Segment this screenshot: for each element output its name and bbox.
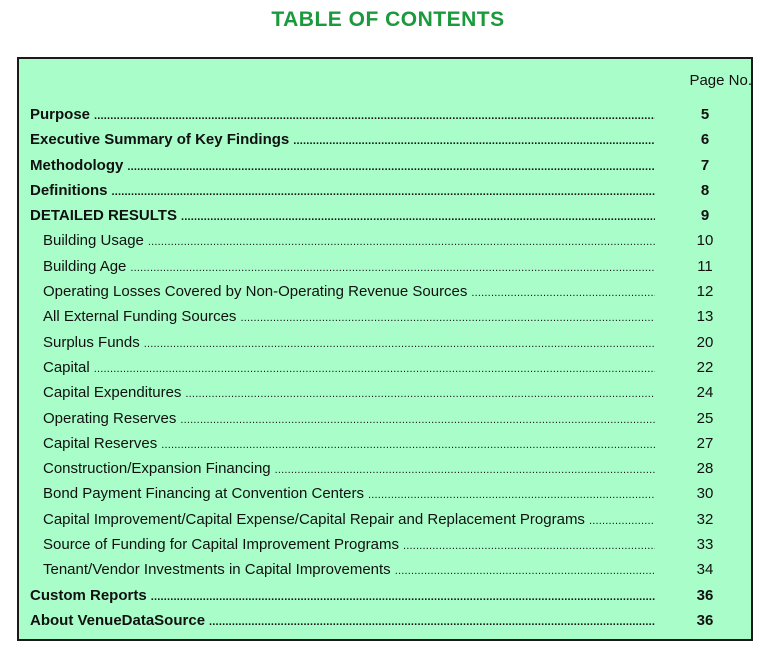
toc-entry-label: Tenant/Vendor Investments in Capital Improvements bbox=[43, 561, 391, 579]
toc-entry-label: Surplus Funds bbox=[43, 333, 140, 351]
dot-leader bbox=[181, 205, 655, 230]
toc-entry-label: Capital Reserves bbox=[43, 434, 158, 452]
dot-leader bbox=[161, 433, 655, 458]
toc-entry[interactable] bbox=[30, 583, 738, 608]
dot-leader bbox=[368, 483, 655, 508]
dot-leader bbox=[148, 230, 655, 255]
toc-entry-page: 13 bbox=[696, 308, 714, 326]
toc-entry[interactable] bbox=[30, 481, 738, 506]
toc-entry[interactable] bbox=[30, 254, 738, 279]
toc-entry-page: 36 bbox=[696, 586, 714, 604]
toc-entry-page: 6 bbox=[700, 131, 710, 149]
toc-entry[interactable] bbox=[30, 228, 738, 253]
page-number-column-header: Page No. bbox=[689, 72, 752, 89]
dot-leader bbox=[403, 534, 655, 559]
dot-leader bbox=[395, 559, 655, 584]
dot-leader bbox=[471, 281, 655, 306]
toc-entry-page: 32 bbox=[696, 510, 714, 528]
dot-leader bbox=[240, 306, 655, 331]
toc-entry-page: 33 bbox=[696, 536, 714, 554]
dot-leader bbox=[112, 180, 656, 205]
dot-leader bbox=[94, 104, 655, 129]
toc-entry-label: About VenueDataSource bbox=[30, 611, 206, 629]
toc-entry-page: 34 bbox=[696, 561, 714, 579]
dot-leader bbox=[180, 408, 655, 433]
toc-entry[interactable] bbox=[30, 304, 738, 329]
toc-entry[interactable] bbox=[30, 456, 738, 481]
toc-entry[interactable] bbox=[30, 102, 738, 127]
toc-entry-label: Capital Expenditures bbox=[43, 384, 182, 402]
toc-entry-label: Capital bbox=[43, 358, 90, 376]
toc-entry[interactable] bbox=[30, 557, 738, 582]
toc-entry-page: 30 bbox=[696, 485, 714, 503]
toc-entry[interactable] bbox=[30, 507, 738, 532]
toc-entry[interactable] bbox=[30, 532, 738, 557]
toc-entry[interactable] bbox=[30, 153, 738, 178]
toc-entry-label: Executive Summary of Key Findings bbox=[30, 131, 290, 149]
toc-entry-label: Building Age bbox=[43, 257, 127, 275]
toc-entry[interactable] bbox=[30, 431, 738, 456]
toc-entry-label: Custom Reports bbox=[30, 586, 147, 604]
dot-leader bbox=[151, 585, 655, 610]
dot-leader bbox=[293, 129, 655, 154]
toc-entry[interactable] bbox=[30, 127, 738, 152]
toc-entry-page: 36 bbox=[696, 611, 714, 629]
toc-entry[interactable] bbox=[30, 355, 738, 380]
toc-entry-page: 8 bbox=[700, 181, 710, 199]
toc-entry-label: Capital Improvement/Capital Expense/Capital Repair and Replacement Programs bbox=[43, 510, 585, 528]
toc-entry-label: Operating Losses Covered by Non-Operating Revenue Sources bbox=[43, 283, 468, 301]
toc-entry-page: 9 bbox=[700, 207, 710, 225]
dot-leader bbox=[185, 382, 655, 407]
toc-entry-page: 7 bbox=[700, 156, 710, 174]
toc-entry-label: Building Usage bbox=[43, 232, 144, 250]
toc-entry-page: 22 bbox=[696, 358, 714, 376]
toc-entry[interactable] bbox=[30, 406, 738, 431]
dot-leader bbox=[94, 357, 655, 382]
toc-entry-page: 10 bbox=[696, 232, 714, 250]
page-title: TABLE OF CONTENTS bbox=[271, 8, 505, 31]
toc-entry-label: Bond Payment Financing at Convention Centers bbox=[43, 485, 365, 503]
toc-entry[interactable] bbox=[30, 203, 738, 228]
toc-entry-label: Purpose bbox=[30, 106, 91, 123]
toc-entry-label: Definitions bbox=[30, 181, 108, 199]
toc-entry-page: 20 bbox=[696, 333, 714, 351]
dot-leader bbox=[275, 458, 655, 483]
toc-entry-page: 28 bbox=[696, 460, 714, 478]
toc-entry-page: 12 bbox=[696, 283, 714, 301]
toc-entry-page: 5 bbox=[700, 106, 710, 123]
toc-entries bbox=[30, 102, 738, 633]
toc-entry-label: Methodology bbox=[30, 156, 124, 174]
toc-entry-page: 25 bbox=[696, 409, 714, 427]
dot-leader bbox=[127, 155, 655, 180]
toc-entry-label: All External Funding Sources bbox=[43, 308, 237, 326]
toc-entry[interactable] bbox=[30, 608, 738, 633]
dot-leader bbox=[209, 610, 655, 635]
dot-leader bbox=[130, 256, 655, 281]
toc-entry[interactable] bbox=[30, 380, 738, 405]
toc-entry[interactable] bbox=[30, 330, 738, 355]
toc-entry[interactable] bbox=[30, 279, 738, 304]
toc-entry-label: Operating Reserves bbox=[43, 409, 177, 427]
toc-entry-label: DETAILED RESULTS bbox=[30, 207, 177, 225]
toc-entry-page: 11 bbox=[697, 257, 713, 275]
toc-entry-label: Source of Funding for Capital Improvement Programs bbox=[43, 536, 399, 554]
toc-entry-page: 27 bbox=[696, 434, 714, 452]
toc-entry-page: 24 bbox=[696, 384, 714, 402]
toc-entry[interactable] bbox=[30, 178, 738, 203]
dot-leader bbox=[589, 509, 655, 534]
toc-entry-label: Construction/Expansion Financing bbox=[43, 460, 271, 478]
dot-leader bbox=[144, 332, 655, 357]
